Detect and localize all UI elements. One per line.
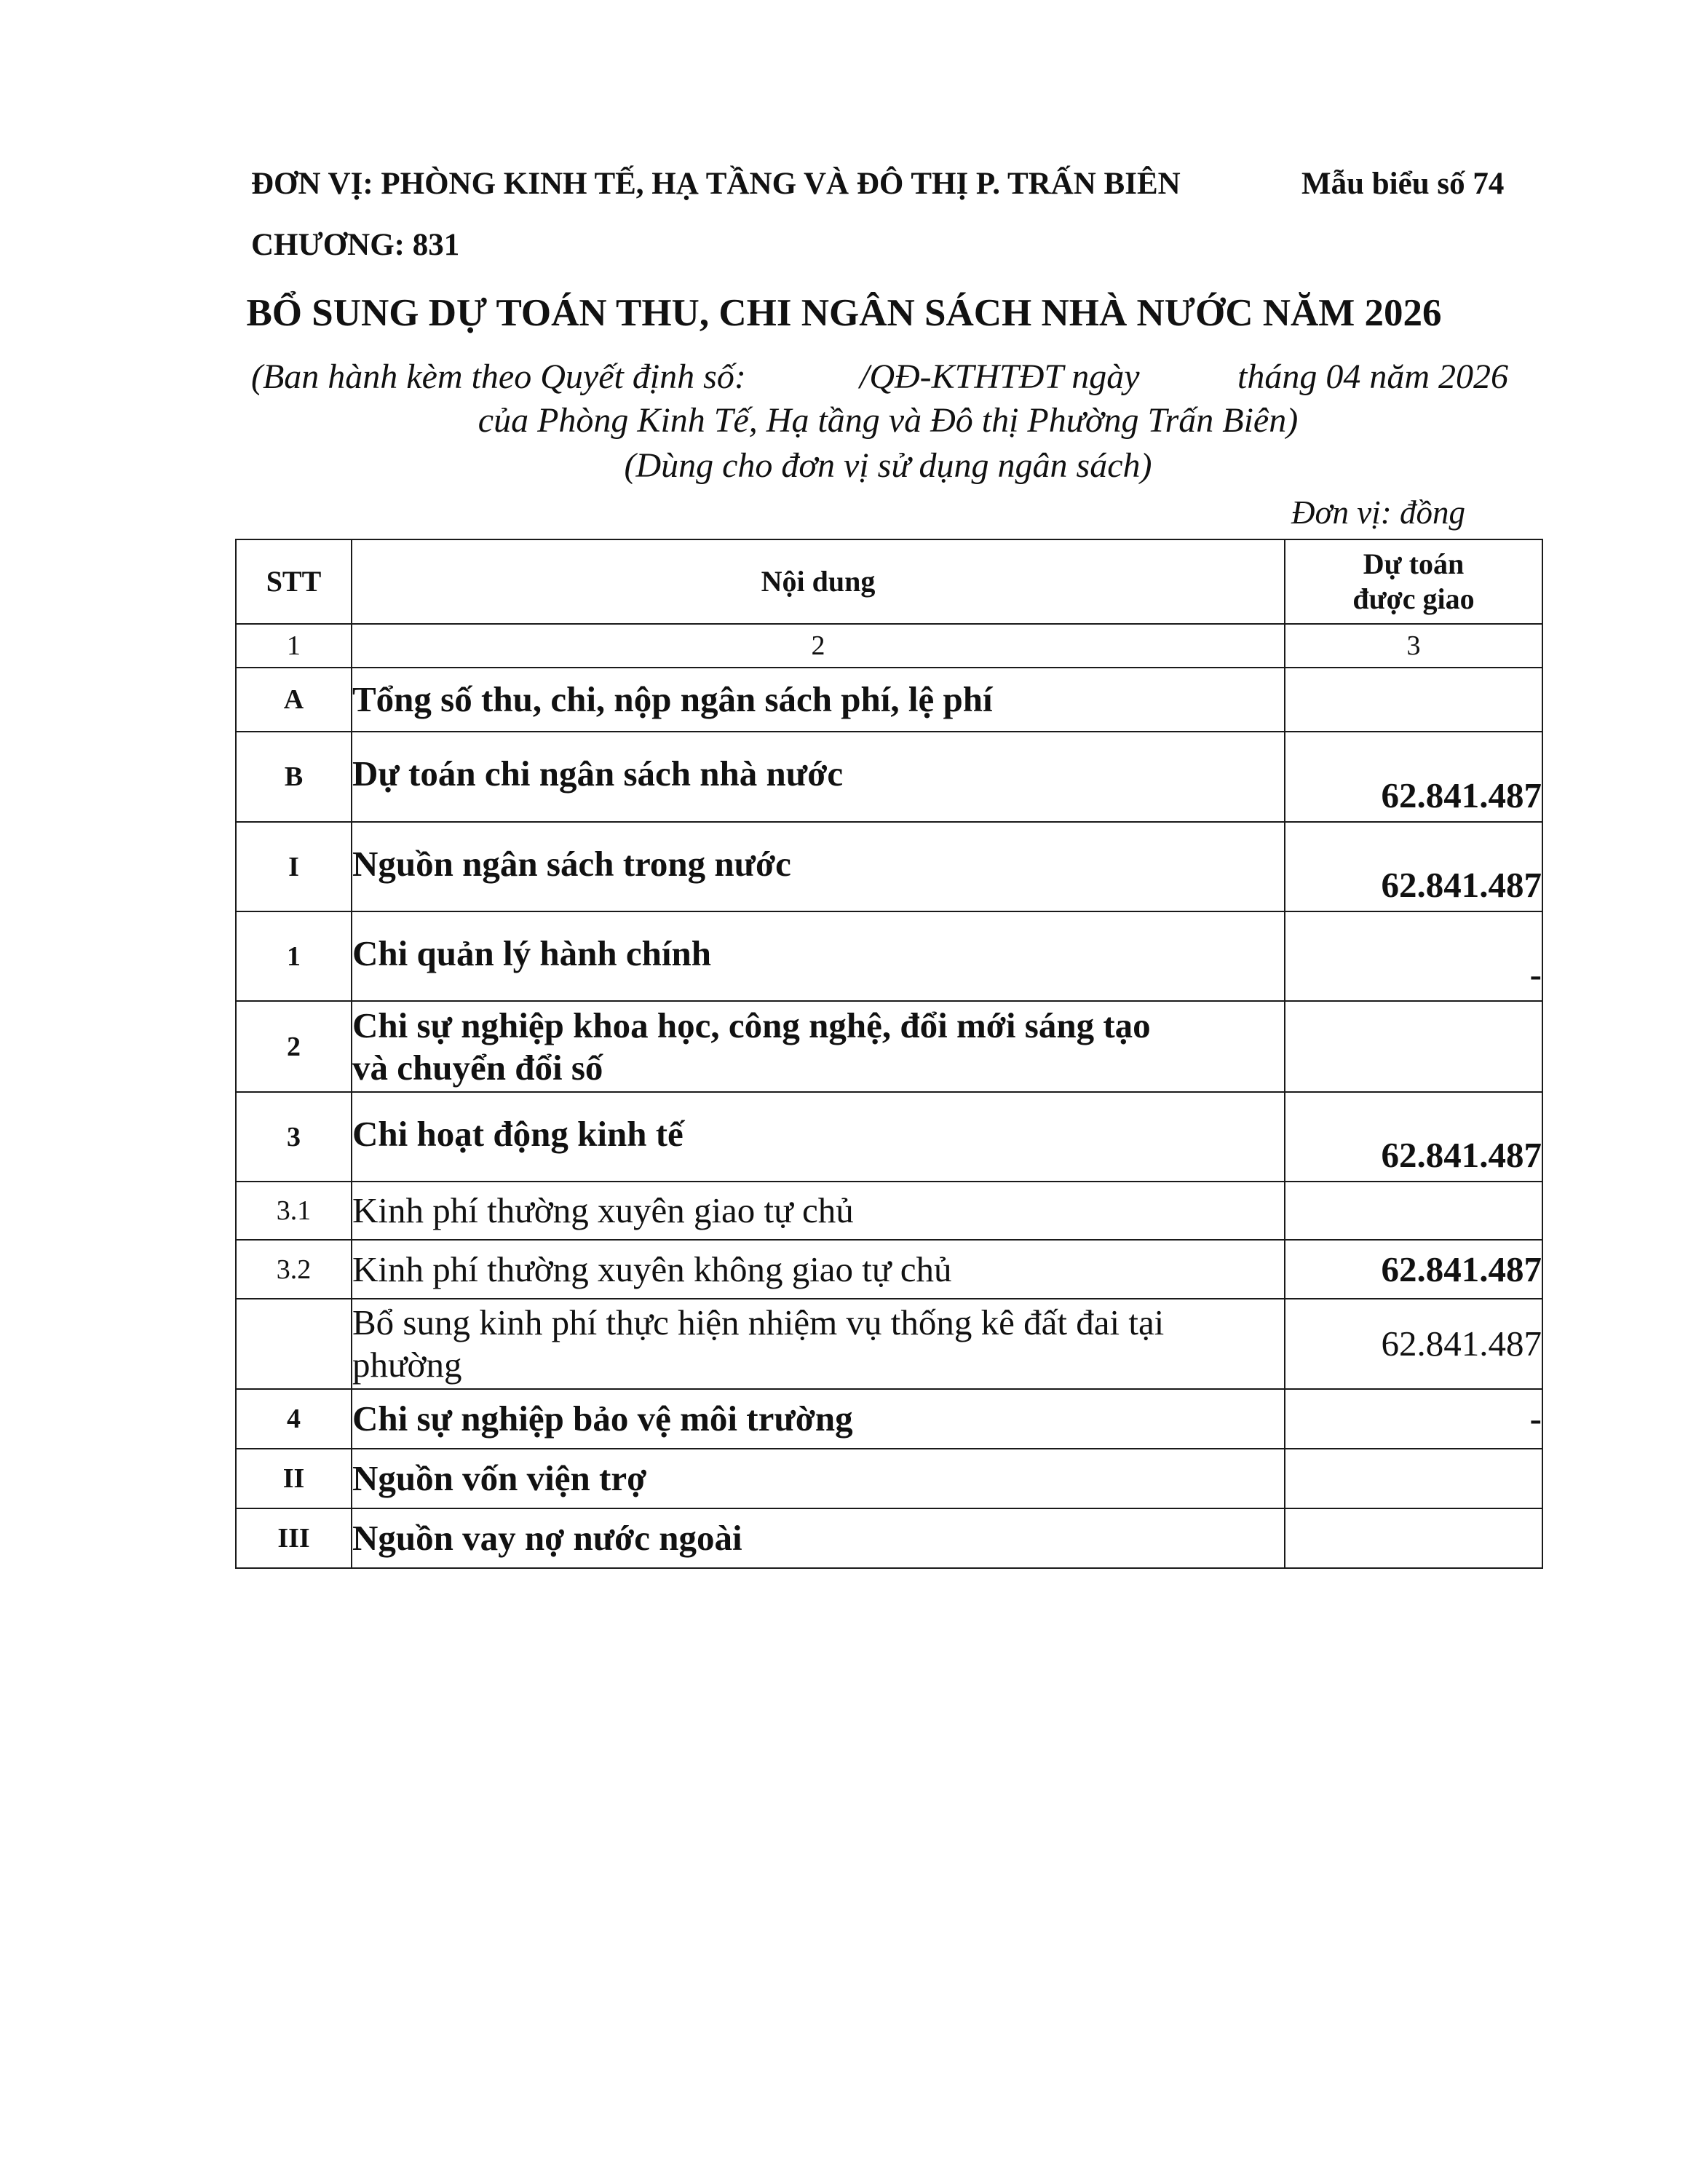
- stt-cell: 2: [236, 1001, 352, 1092]
- content-cell: Kinh phí thường xuyên giao tự chủ: [352, 1182, 1285, 1240]
- amount-cell: [1285, 1508, 1542, 1568]
- amount-cell: [1285, 1182, 1542, 1240]
- budget-table: [235, 539, 1543, 1569]
- content-line: Chi sự nghiệp khoa học, công nghệ, đổi mới sáng tạo: [352, 1005, 1151, 1045]
- stt-cell: II: [236, 1449, 352, 1508]
- decision-ref-code: /QĐ-KTHTĐT ngày: [860, 357, 1140, 396]
- stt-cell: 4: [236, 1389, 352, 1449]
- usage-note: (Dùng cho đơn vị sử dụng ngân sách): [624, 446, 1152, 485]
- stt-cell: B: [236, 732, 352, 822]
- stt-cell: 3.1: [236, 1182, 352, 1240]
- amount-cell: 62.841.487: [1285, 732, 1542, 822]
- table-row: [236, 1092, 1542, 1182]
- unit-name: ĐƠN VỊ: PHÒNG KINH TẾ, HẠ TẦNG VÀ ĐÔ THỊ P. TRẤN BIÊN: [251, 167, 1181, 201]
- content-cell: Dự toán chi ngân sách nhà nước: [352, 732, 1285, 822]
- table-row: [236, 1449, 1542, 1508]
- amount-cell: [1285, 1001, 1542, 1092]
- table-row: [236, 1389, 1542, 1449]
- table-header-row: [236, 539, 1542, 624]
- index-cell: 1: [236, 624, 352, 668]
- currency-unit: Đơn vị: đồng: [1291, 494, 1465, 531]
- table-row: [236, 1001, 1542, 1092]
- form-number: Mẫu biểu số 74: [1301, 167, 1505, 201]
- amount-cell: [1285, 1449, 1542, 1508]
- content-cell: Tổng số thu, chi, nộp ngân sách phí, lệ phí: [352, 668, 1285, 732]
- content-cell: Nguồn vay nợ nước ngoài: [352, 1508, 1285, 1568]
- header-amount-line2: được giao: [1352, 582, 1475, 615]
- table-row: [236, 1182, 1542, 1240]
- chapter-code: CHƯƠNG: 831: [251, 228, 460, 262]
- table-row: [236, 1508, 1542, 1568]
- stt-cell: 3.2: [236, 1240, 352, 1299]
- table-index-row: [236, 624, 1542, 668]
- index-cell: 3: [1285, 624, 1542, 668]
- content-cell: Chi quản lý hành chính: [352, 911, 1285, 1001]
- content-cell: Nguồn ngân sách trong nước: [352, 822, 1285, 911]
- content-line: và chuyển đổi số: [352, 1047, 603, 1088]
- content-cell: Nguồn vốn viện trợ: [352, 1449, 1285, 1508]
- amount-cell: -: [1285, 1389, 1542, 1449]
- header-amount: [1285, 539, 1542, 624]
- table-row: [236, 668, 1542, 732]
- stt-cell: I: [236, 822, 352, 911]
- header-stt: STT: [236, 539, 352, 624]
- decision-ref-prefix: (Ban hành kèm theo Quyết định số:: [251, 357, 746, 396]
- amount-cell: -: [1285, 911, 1542, 1001]
- decision-ref-date: tháng 04 năm 2026: [1237, 357, 1508, 396]
- stt-cell: A: [236, 668, 352, 732]
- issuing-authority: của Phòng Kinh Tế, Hạ tầng và Đô thị Phường Trấn Biên): [478, 401, 1299, 440]
- content-cell: [352, 1299, 1285, 1389]
- amount-cell: 62.841.487: [1285, 1299, 1542, 1389]
- amount-cell: 62.841.487: [1285, 1092, 1542, 1182]
- table-row: [236, 1299, 1542, 1389]
- content-cell: Chi sự nghiệp bảo vệ môi trường: [352, 1389, 1285, 1449]
- content-cell: Chi hoạt động kinh tế: [352, 1092, 1285, 1182]
- header-amount-line1: Dự toán: [1363, 547, 1465, 580]
- document-title: BỔ SUNG DỰ TOÁN THU, CHI NGÂN SÁCH NHÀ NƯỚC NĂM 2026: [246, 292, 1442, 334]
- index-cell: 2: [352, 624, 1285, 668]
- stt-cell: [236, 1299, 352, 1389]
- content-cell: [352, 1001, 1285, 1092]
- content-line: phường: [352, 1345, 462, 1385]
- stt-cell: III: [236, 1508, 352, 1568]
- table-row: [236, 732, 1542, 822]
- stt-cell: 3: [236, 1092, 352, 1182]
- stt-cell: 1: [236, 911, 352, 1001]
- table-row: [236, 911, 1542, 1001]
- amount-cell: 62.841.487: [1285, 1240, 1542, 1299]
- table-row: [236, 1240, 1542, 1299]
- table-row: [236, 822, 1542, 911]
- header-content: Nội dung: [352, 539, 1285, 624]
- amount-cell: [1285, 668, 1542, 732]
- amount-cell: 62.841.487: [1285, 822, 1542, 911]
- content-line: Bổ sung kinh phí thực hiện nhiệm vụ thống kê đất đai tại: [352, 1302, 1165, 1342]
- content-cell: Kinh phí thường xuyên không giao tự chủ: [352, 1240, 1285, 1299]
